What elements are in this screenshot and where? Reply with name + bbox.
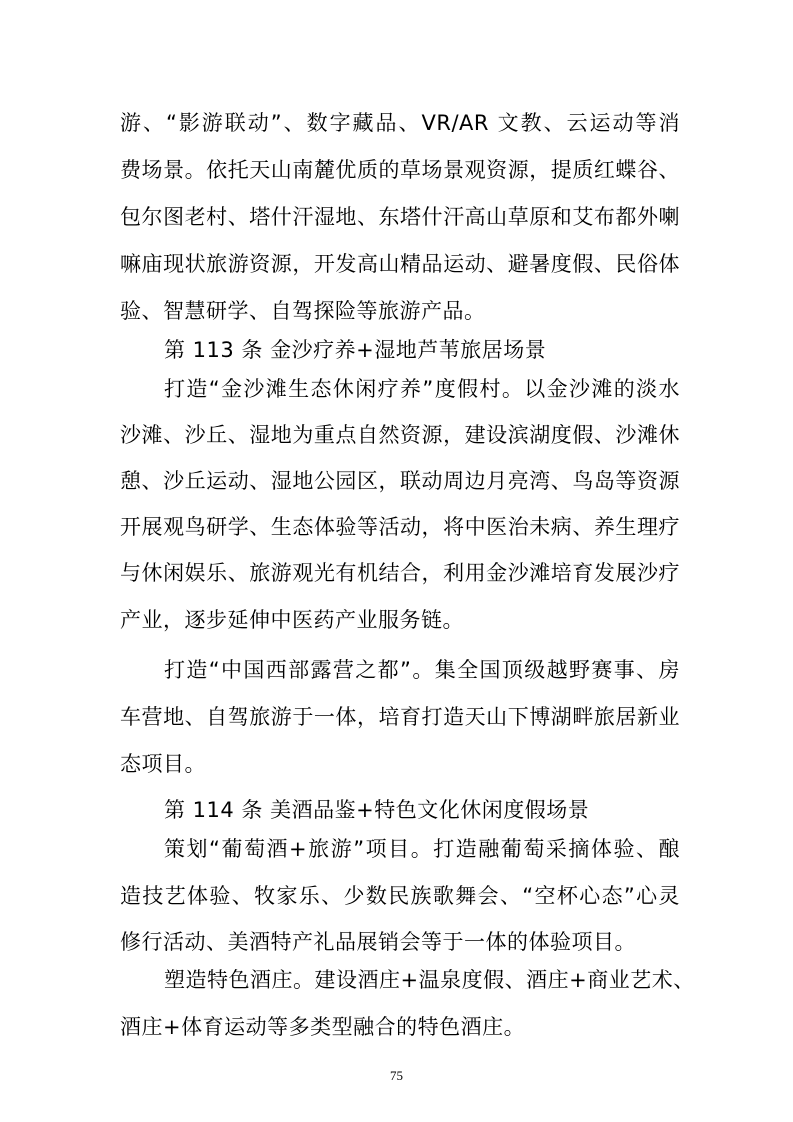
paragraph-line: 游、“影游联动”、数字藏品、VR/AR 文教、云运动等消	[120, 111, 680, 135]
paragraph-line: 车营地、自驾旅游于一体，培育打造天山下博湖畔旅居新业	[120, 705, 680, 729]
paragraph-line: 修行活动、美酒特产礼品展销会等于一体的体验项目。	[120, 930, 636, 954]
paragraph-line: 产业，逐步延伸中医药产业服务链。	[120, 608, 464, 632]
paragraph-line: 塑造特色酒庄。建设酒庄+温泉度假、酒庄+商业艺术、	[164, 968, 695, 992]
paragraph-line: 验、智慧研学、自驾探险等旅游产品。	[120, 299, 486, 323]
paragraph-line: 开展观鸟研学、生态体验等活动，将中医治未病、养生理疗	[120, 515, 680, 539]
paragraph-line: 包尔图老村、塔什汗湿地、东塔什汗高山草原和艾布都外喇	[120, 205, 680, 229]
paragraph-line: 打造“中国西部露营之都”。集全国顶级越野赛事、房	[164, 658, 680, 682]
paragraph-line: 策划“葡萄酒+旅游”项目。打造融葡萄采摘体验、酿	[164, 837, 680, 861]
paragraph-line: 费场景。依托天山南麓优质的草场景观资源，提质红蝶谷、	[120, 158, 680, 182]
paragraph-line: 造技艺体验、牧家乐、少数民族歌舞会、“空杯心态”心灵	[120, 884, 680, 908]
paragraph-line: 酒庄+体育运动等多类型融合的特色酒庄。	[120, 1015, 526, 1039]
paragraph-line: 态项目。	[120, 752, 206, 776]
article-heading-114: 第 114 条 美酒品鉴+特色文化休闲度假场景	[164, 798, 590, 822]
article-heading-113: 第 113 条 金沙疗养+湿地芦苇旅居场景	[164, 338, 547, 362]
page-number: 75	[390, 1068, 403, 1083]
paragraph-line: 与休闲娱乐、旅游观光有机结合，利用金沙滩培育发展沙疗	[120, 561, 680, 585]
paragraph-line: 嘛庙现状旅游资源，开发高山精品运动、避暑度假、民俗体	[120, 252, 680, 276]
paragraph-line: 憩、沙丘运动、湿地公园区，联动周边月亮湾、鸟岛等资源	[120, 469, 680, 493]
paragraph-line: 沙滩、沙丘、湿地为重点自然资源，建设滨湖度假、沙滩休	[120, 423, 680, 447]
paragraph-line: 打造“金沙滩生态休闲疗养”度假村。以金沙滩的淡水	[164, 377, 680, 401]
